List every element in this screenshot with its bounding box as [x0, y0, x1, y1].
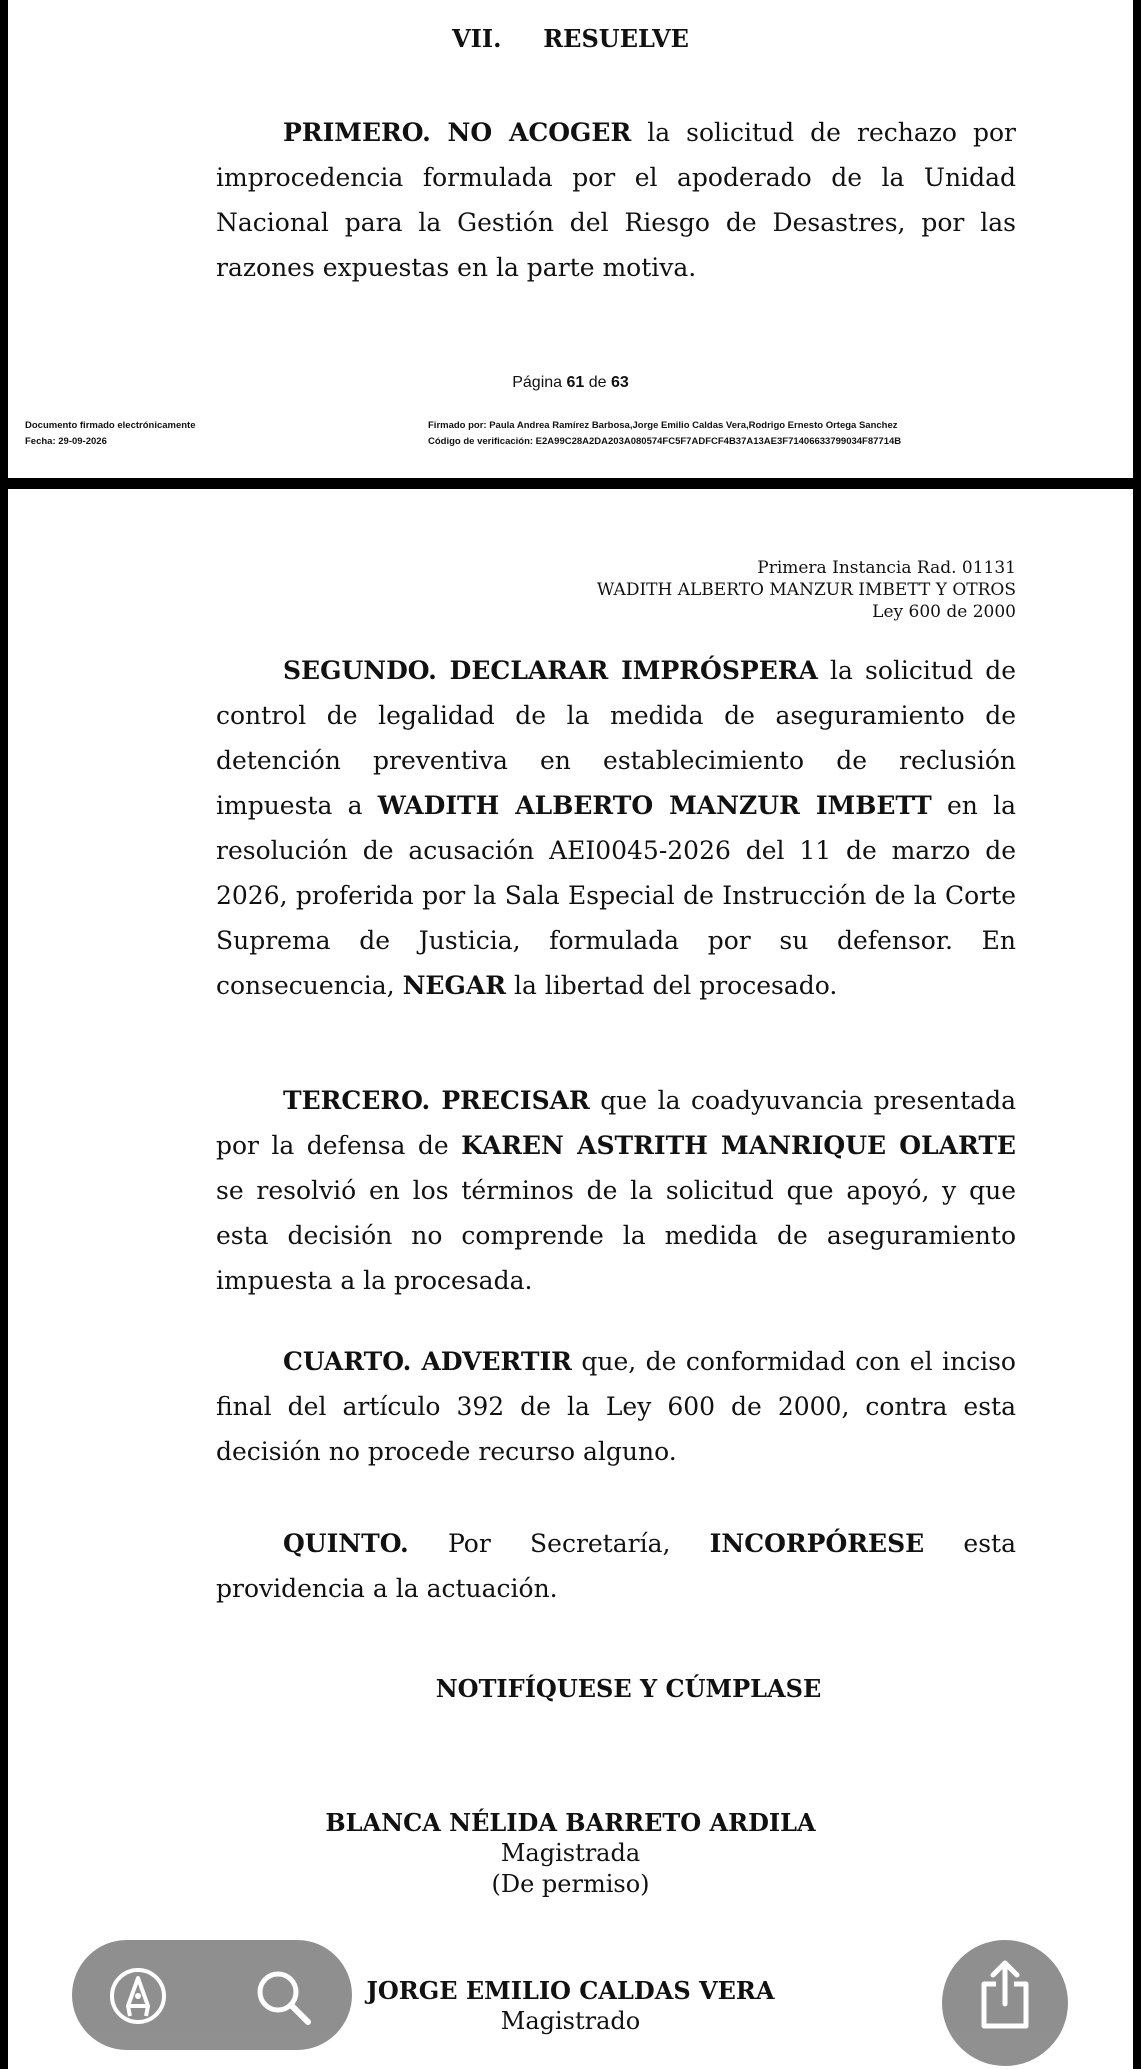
document-page-62 — [8, 489, 1133, 2069]
footer-left — [25, 418, 196, 450]
signatory-name: JORGE EMILIO CALDAS VERA — [366, 1976, 775, 2005]
section-heading: VII. RESUELVE — [452, 24, 689, 53]
signature-block-1 — [8, 1807, 1133, 1900]
resolution-cuarto: CUARTO. ADVERTIR que, de conformidad con el inciso final del artículo 392 de la Ley 600 de 2000, contra esta decisión no procede recurso alguno. — [216, 1347, 1016, 1466]
verification-code: Código de verificación: E2A99C28A2DA203A080574FC5F7ADFCF4B37A13AE3F71406633799034F87714B — [428, 436, 902, 447]
page-number: Página 61 de 63 — [512, 374, 629, 391]
resolution-quinto: QUINTO. Por Secretaría, INCORPÓRESE esta providencia a la actuación. — [216, 1529, 1016, 1603]
signatory-note: (De permiso) — [491, 1870, 650, 1898]
markup-pen-icon[interactable] — [108, 1966, 168, 2026]
primero-label: PRIMERO. NO ACOGER — [283, 118, 632, 147]
closing-formula: NOTIFÍQUESE Y CÚMPLASE — [435, 1674, 822, 1703]
document-page-61 — [8, 0, 1133, 478]
page-header — [597, 557, 1016, 623]
share-button[interactable] — [942, 1940, 1068, 2066]
share-icon — [976, 1960, 1034, 2030]
signed-by: Firmado por: Paula Andrea Ramírez Barbosa,Jorge Emilio Caldas Vera,Rodrigo Ernesto Ortega Sanchez — [428, 420, 898, 431]
tercero-label: TERCERO. PRECISAR — [283, 1086, 590, 1115]
segundo-label: SEGUNDO. DECLARAR IMPRÓSPERA — [283, 656, 818, 685]
resolution-primero — [216, 110, 1016, 290]
signatory-role: Magistrada — [500, 1839, 641, 1867]
quinto-label: QUINTO. — [283, 1529, 409, 1558]
signed-electronically-label: Documento firmado electrónicamente — [25, 420, 196, 431]
defendant-name: WADITH ALBERTO MANZUR IMBETT — [377, 791, 932, 820]
primero-text: la solicitud de rechazo por improcedencia formulada por el apoderado de la Unidad Nacional para la Gestión del Riesgo de Desastres, por las razones expuestas en la parte motiva. — [216, 118, 1016, 282]
resolution-segundo: SEGUNDO. DECLARAR IMPRÓSPERA la solicitud de control de legalidad de la medida de aseguramiento de detención preventiva en establecimiento de reclusión impuesta a WADITH ALBERTO MANZUR IMBETT en la resolución de acusación AEI0045-2026 del 11 de marzo de 2026, proferida por la Sala Especial de Instrucción de la Corte Suprema de Justicia, formulada por su defensor. En consecuencia, NEGAR la libertad del procesado. — [216, 656, 1016, 1000]
resolution-tercero: TERCERO. PRECISAR que la coadyuvancia presentada por la defensa de KAREN ASTRITH MANRIQUE OLARTE se resolvió en los términos de la solicitud que apoyó, y que esta decisión no comprende la medida de aseguramiento impuesta a la procesada. — [216, 1086, 1016, 1295]
floating-toolbar — [72, 1940, 352, 2050]
case-parties: WADITH ALBERTO MANZUR IMBETT Y OTROS — [596, 580, 1016, 600]
case-law: Ley 600 de 2000 — [872, 602, 1016, 622]
signatory-role: Magistrado — [500, 2007, 641, 2035]
defendant-name-2: KAREN ASTRITH MANRIQUE OLARTE — [461, 1131, 1016, 1160]
search-icon[interactable] — [252, 1966, 316, 2030]
signatory-name: BLANCA NÉLIDA BARRETO ARDILA — [325, 1808, 816, 1837]
case-number: Primera Instancia Rad. 01131 — [757, 558, 1016, 578]
cuarto-label: CUARTO. ADVERTIR — [283, 1347, 572, 1376]
signature-date: Fecha: 29-09-2026 — [25, 436, 107, 447]
footer-right — [428, 418, 901, 450]
